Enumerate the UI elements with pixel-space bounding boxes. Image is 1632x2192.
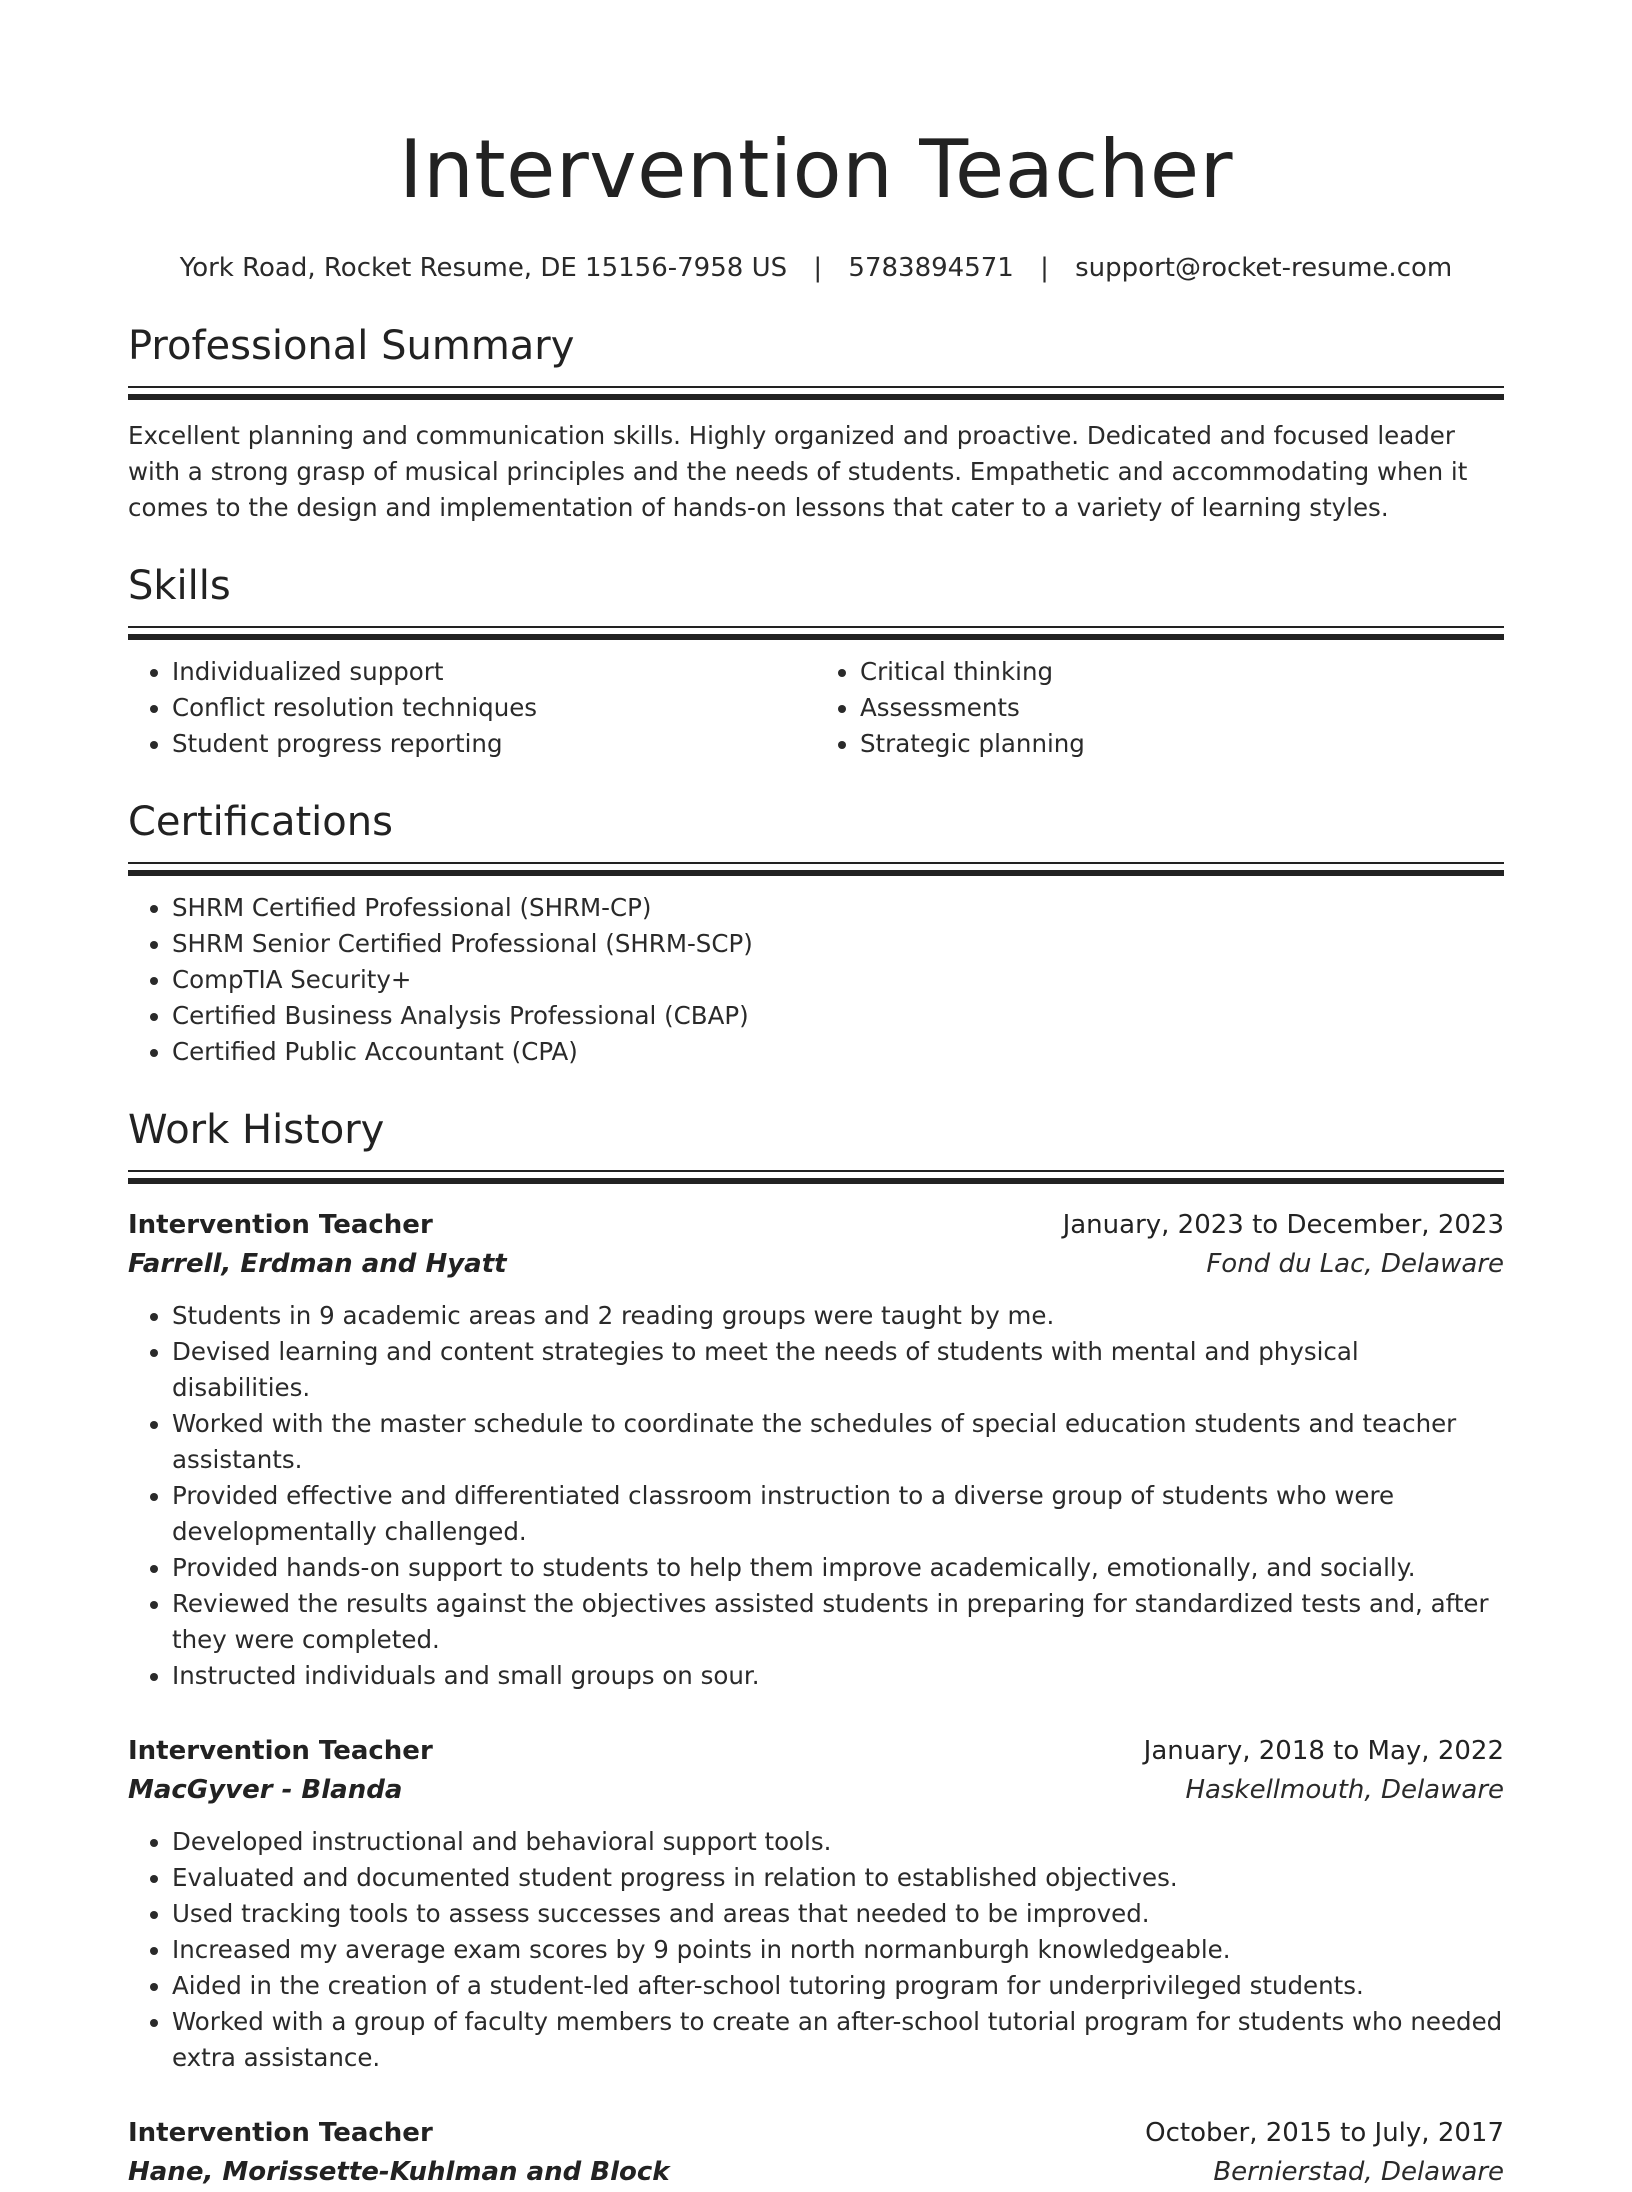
section-divider — [128, 1170, 1504, 1184]
job-bullets — [128, 1824, 1504, 2076]
job-company: MacGyver - Blanda — [128, 1775, 403, 1805]
skills-list-left — [128, 654, 816, 762]
section-divider — [128, 862, 1504, 876]
contact-separator: | — [813, 253, 823, 283]
skill-item: • Strategic planning — [860, 726, 1504, 762]
summary-section — [128, 322, 1504, 526]
job-bullet: • Increased my average exam scores by 9 points in north normanburgh knowledgeable. — [172, 1932, 1504, 1968]
job-location: Haskellmouth, Delaware — [1185, 1775, 1504, 1805]
job-bullet: • Provided hands-on support to students to help them improve academically, emotionally, and socially. — [172, 1550, 1504, 1586]
skills-grid — [128, 654, 1504, 762]
certification-item: • SHRM Certified Professional (SHRM-CP) — [172, 890, 1504, 926]
job-bullet: • Used tracking tools to assess successes and areas that needed to be improved. — [172, 1896, 1504, 1932]
skill-item: • Individualized support — [172, 654, 816, 690]
certifications-section — [128, 798, 1504, 1070]
section-divider — [128, 626, 1504, 640]
job-header-row — [128, 1206, 1504, 1244]
certification-item: • Certified Public Accountant (CPA) — [172, 1034, 1504, 1070]
certification-item: • CompTIA Security+ — [172, 962, 1504, 998]
job-location: Fond du Lac, Delaware — [1206, 1249, 1504, 1279]
skill-item: • Critical thinking — [860, 654, 1504, 690]
contact-address: York Road, Rocket Resume, DE 15156-7958 US — [179, 253, 788, 283]
job-entry — [128, 1732, 1504, 2076]
section-divider — [128, 386, 1504, 400]
job-title: Intervention Teacher — [128, 1736, 433, 1766]
job-title: Intervention Teacher — [128, 2118, 433, 2148]
job-bullet: • Instructed individuals and small groups on sour. — [172, 1658, 1504, 1694]
job-company-row — [128, 2152, 1504, 2192]
skills-list-right — [816, 654, 1504, 762]
job-entry — [128, 2114, 1504, 2192]
contact-phone: 5783894571 — [848, 253, 1014, 283]
certifications-list — [128, 890, 1504, 1070]
job-company: Farrell, Erdman and Hyatt — [128, 1249, 507, 1279]
contact-line — [128, 250, 1504, 286]
job-bullet: • Worked with a group of faculty members to create an after-school tutorial program for students who needed extra assistance. — [172, 2004, 1504, 2076]
summary-text: Excellent planning and communication skills. Highly organized and proactive. Dedicated and focused leader with a strong grasp of musical principles and the needs of students. Empathetic and accommodating when it comes to the design and implementation of hands-on lessons that cater to a variety of learning styles. — [128, 421, 1468, 522]
job-company-row — [128, 1244, 1504, 1284]
job-bullet: • Worked with the master schedule to coordinate the schedules of special education students and teacher assistants. — [172, 1406, 1504, 1478]
job-header-row — [128, 1732, 1504, 1770]
job-location: Bernierstad, Delaware — [1213, 2157, 1504, 2187]
contact-separator: | — [1040, 253, 1049, 283]
job-dates: January, 2023 to December, 2023 — [1062, 1210, 1504, 1240]
work-history-section — [128, 1106, 1504, 2192]
job-bullet: • Provided effective and differentiated classroom instruction to a diverse group of students who were developmentally challenged. — [172, 1478, 1504, 1550]
job-header-row — [128, 2114, 1504, 2152]
job-dates: October, 2015 to July, 2017 — [1145, 2118, 1504, 2148]
job-bullets — [128, 1298, 1504, 1694]
resume-name: Intervention Teacher — [398, 123, 1234, 216]
skill-item: • Conflict resolution techniques — [172, 690, 816, 726]
job-bullet: • Evaluated and documented student progress in relation to established objectives. — [172, 1860, 1504, 1896]
job-bullet: • Aided in the creation of a student-led after-school tutoring program for underprivileged students. — [172, 1968, 1504, 2004]
section-title-work-history: Work History — [128, 1107, 385, 1153]
job-dates: January, 2018 to May, 2022 — [1143, 1736, 1504, 1766]
section-title-summary: Professional Summary — [128, 323, 575, 369]
job-company: Hane, Morissette-Kuhlman and Block — [128, 2157, 670, 2187]
job-company-row — [128, 1770, 1504, 1810]
certification-item: • SHRM Senior Certified Professional (SHRM-SCP) — [172, 926, 1504, 962]
skill-item: • Assessments — [860, 690, 1504, 726]
job-bullet: • Devised learning and content strategies to meet the needs of students with mental and physical disabilities. — [172, 1334, 1504, 1406]
job-bullet: • Developed instructional and behavioral support tools. — [172, 1824, 1504, 1860]
skill-item: • Student progress reporting — [172, 726, 816, 762]
contact-email: support@rocket-resume.com — [1075, 253, 1453, 283]
section-title-certifications: Certifications — [128, 799, 393, 845]
job-bullet: • Reviewed the results against the objectives assisted students in preparing for standardized tests and, after they were completed. — [172, 1586, 1504, 1658]
job-bullet: • Students in 9 academic areas and 2 reading groups were taught by me. — [172, 1298, 1504, 1334]
section-title-skills: Skills — [128, 563, 231, 609]
certification-item: • Certified Business Analysis Professional (CBAP) — [172, 998, 1504, 1034]
skills-section — [128, 562, 1504, 762]
job-entry — [128, 1206, 1504, 1694]
job-title: Intervention Teacher — [128, 1210, 433, 1240]
